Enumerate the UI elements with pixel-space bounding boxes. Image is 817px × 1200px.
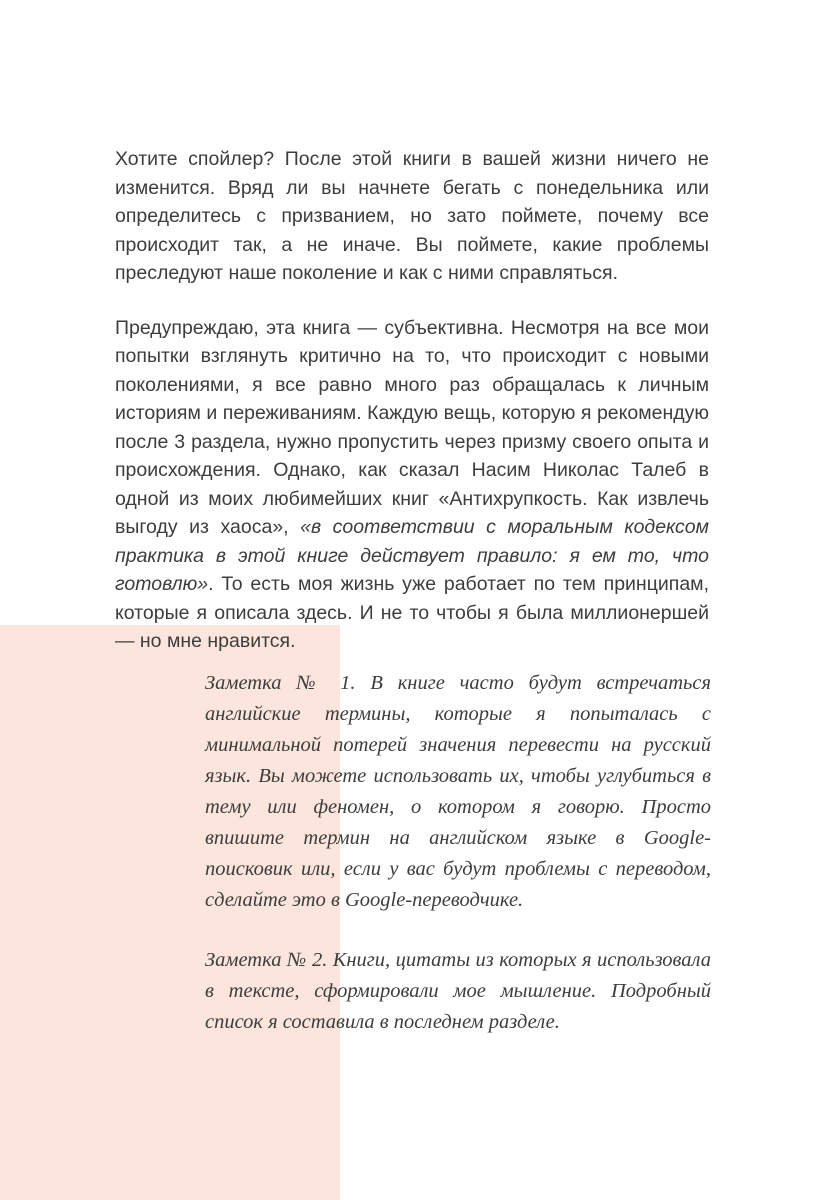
- paragraph-spoiler: Хотите спойлер? После этой книги в вашей жизни ничего не изменится. Вряд ли вы начнете бегать с понедельника или определитесь с призванием, но зато поймете, почему все происходит так, а не иначе. Вы поймете, какие проблемы преследуют наше поколение и как с ними справляться.: [115, 148, 709, 284]
- notes-block: [205, 668, 711, 1038]
- paragraph-subjective-part3: . То есть моя жизнь уже работает по тем принципам, которые я описала здесь. И не то чтобы я была миллионершей — но мне нравится.: [115, 573, 709, 652]
- note-2: Заметка № 2. Книги, цитаты из которых я использовала в тексте, сформировали мое мышление. Подробный список я составила в последнем разделе.: [205, 949, 711, 1033]
- body-text: [115, 145, 709, 656]
- paragraph-subjective: [115, 314, 709, 656]
- note-1: Заметка № 1. В книге часто будут встречаться английские термины, которые я попыталась с минимальной потерей значения перевести на русский язык. Вы можете использовать их, чтобы углубиться в тему или феномен, о котором я говорю. Просто впишите термин на английском языке в Google-поисковик или, если у вас будут проблемы с переводом, сделайте это в Google-переводчике.: [205, 672, 711, 911]
- paragraph-subjective-part1: Предупреждаю, эта книга — субъективна. Несмотря на все мои попытки взглянуть критично на то, что происходит с новыми поколениями, я все равно много раз обращалась к личным историям и переживаниям. Каждую вещь, которую я рекомендую после 3 раздела, нужно пропустить через призму своего опыта и происхождения. Однако, как сказал Насим Николас Талеб в одной из моих любимейших книг «Антихрупкость. Как извлечь выгоду из хаоса»,: [115, 316, 709, 538]
- taleb-quote-italic: «в соответствии с моральным кодексом практика в этой книге действует правило: я ем то, что готовлю»: [115, 516, 709, 595]
